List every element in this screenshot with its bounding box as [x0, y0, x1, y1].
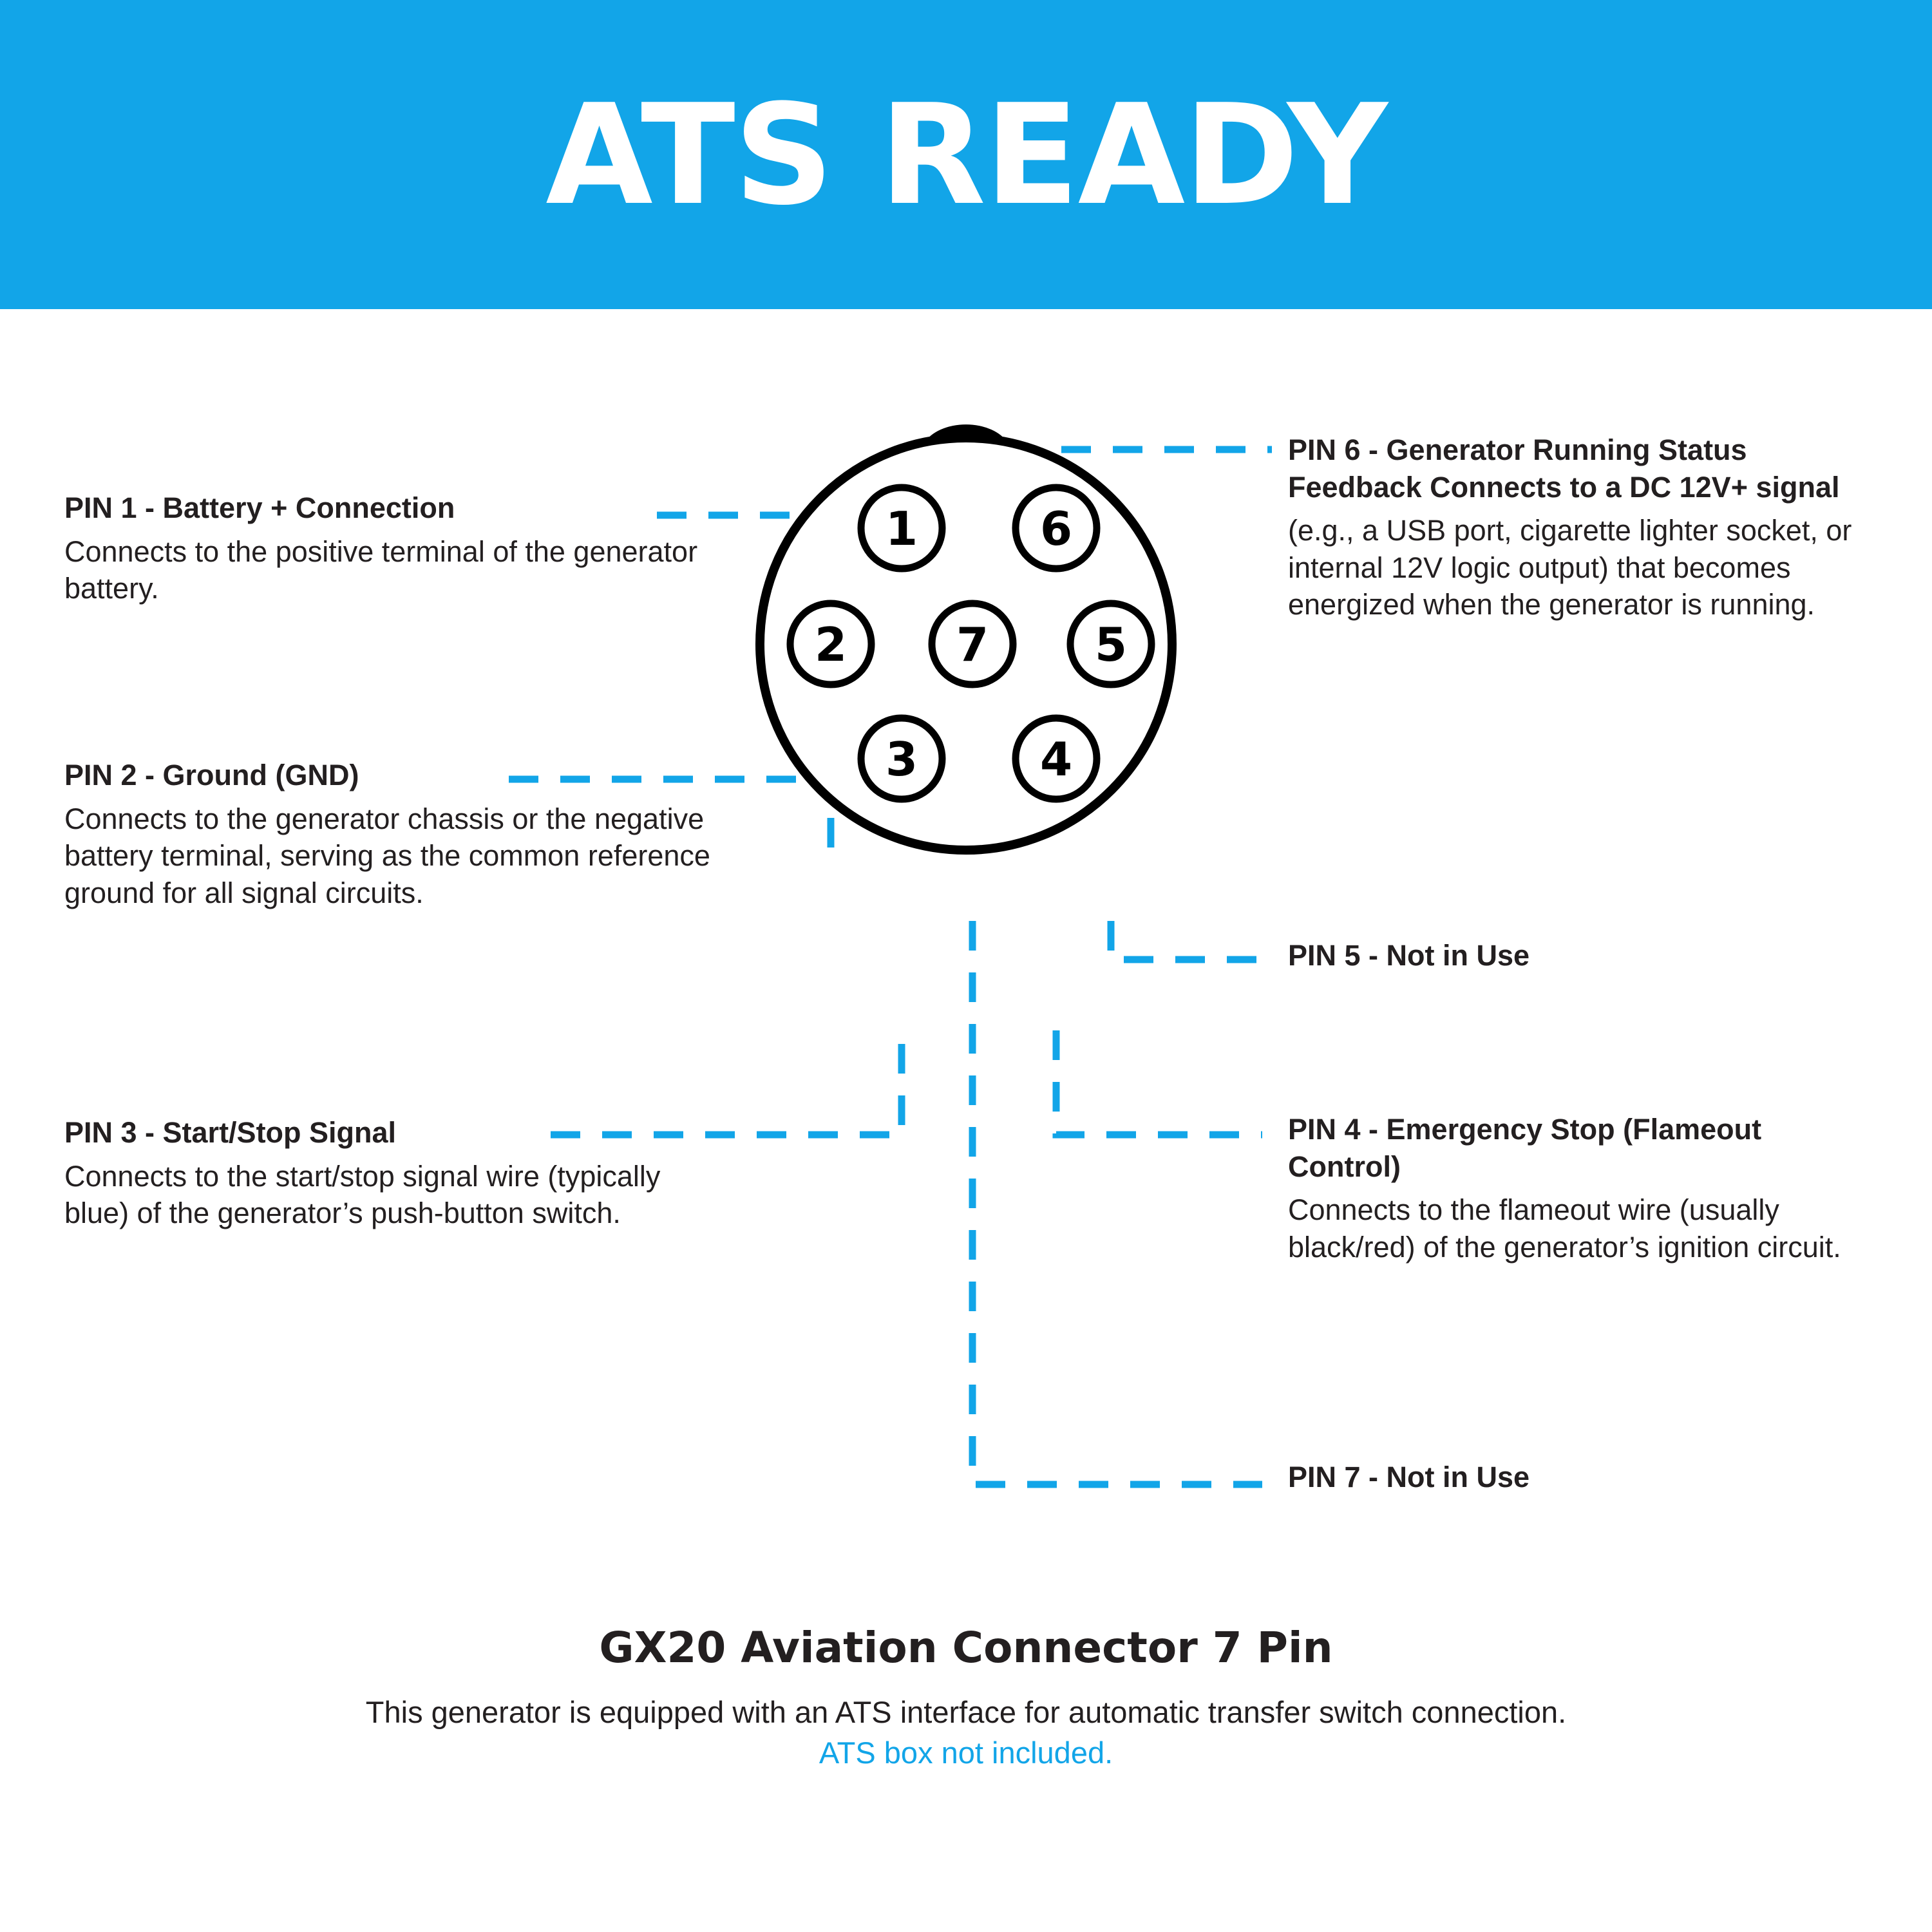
footer-note: ATS box not included.: [819, 1736, 1113, 1770]
wire-pin-4: [1056, 1030, 1262, 1135]
connector-pin-3-label: 3: [885, 732, 918, 786]
pin-2-body: Connects to the generator chassis or the negative battery terminal, serving as the common reference ground for all signal circuits.: [64, 802, 710, 909]
pin-7-title: PIN 7 - Not in Use: [1288, 1461, 1530, 1493]
pin-6-description: [1288, 431, 1887, 623]
pin-3-description: [64, 1114, 708, 1232]
connector-pin-6-label: 6: [1039, 502, 1073, 556]
connector-pin-7: [932, 603, 1013, 685]
connector-pin-2-label: 2: [814, 618, 848, 672]
wire-pin-5: [1111, 921, 1262, 960]
connector-pin-1: [861, 488, 942, 569]
connector-pin-5-label: 5: [1094, 618, 1128, 672]
pin-3-body: Connects to the start/stop signal wire (typically blue) of the generator’s push-button switch.: [64, 1159, 661, 1230]
pin-1-title: PIN 1 - Battery + Connection: [64, 491, 455, 524]
pin-3-title: PIN 3 - Start/Stop Signal: [64, 1116, 397, 1149]
connector-pin-3: [861, 718, 942, 799]
header-banner: [0, 0, 1932, 309]
pin-2-title: PIN 2 - Ground (GND): [64, 759, 359, 791]
connector-pin-4-label: 4: [1039, 732, 1073, 786]
pin-1-body: Connects to the positive terminal of the generator battery.: [64, 535, 698, 605]
pin-2-description: [64, 757, 715, 911]
connector-pin-7-label: 7: [956, 618, 989, 672]
footer-subtitle: This generator is equipped with an ATS interface for automatic transfer switch connection.: [365, 1695, 1567, 1729]
gx20-connector-diagram: [708, 386, 1224, 902]
pin-6-body: (e.g., a USB port, cigarette lighter socket, or internal 12V logic output) that becomes energized when the generator is running.: [1288, 514, 1852, 621]
wire-pin-7: [972, 921, 1262, 1484]
pin-6-title: PIN 6 - Generator Running Status Feedback Connects to a DC 12V+ signal: [1288, 433, 1840, 504]
pin-4-title: PIN 4 - Emergency Stop (Flameout Control): [1288, 1113, 1762, 1183]
pin-7-description: [1288, 1459, 1842, 1502]
page-title: ATS READY: [545, 73, 1387, 236]
pin-5-description: [1288, 937, 1842, 981]
pin-1-description: [64, 489, 708, 607]
connector-pin-5: [1070, 603, 1151, 685]
connector-pin-4: [1016, 718, 1097, 799]
connector-pin-2: [790, 603, 871, 685]
pin-5-title: PIN 5 - Not in Use: [1288, 939, 1530, 972]
footer: [0, 1623, 1932, 1770]
connector-pin-1-label: 1: [885, 502, 918, 556]
connector-name: GX20 Aviation Connector 7 Pin: [599, 1623, 1333, 1672]
pin-4-body: Connects to the flameout wire (usually black/red) of the generator’s ignition circuit.: [1288, 1193, 1841, 1264]
pin-4-description: [1288, 1111, 1868, 1265]
connector-pin-6: [1016, 488, 1097, 569]
